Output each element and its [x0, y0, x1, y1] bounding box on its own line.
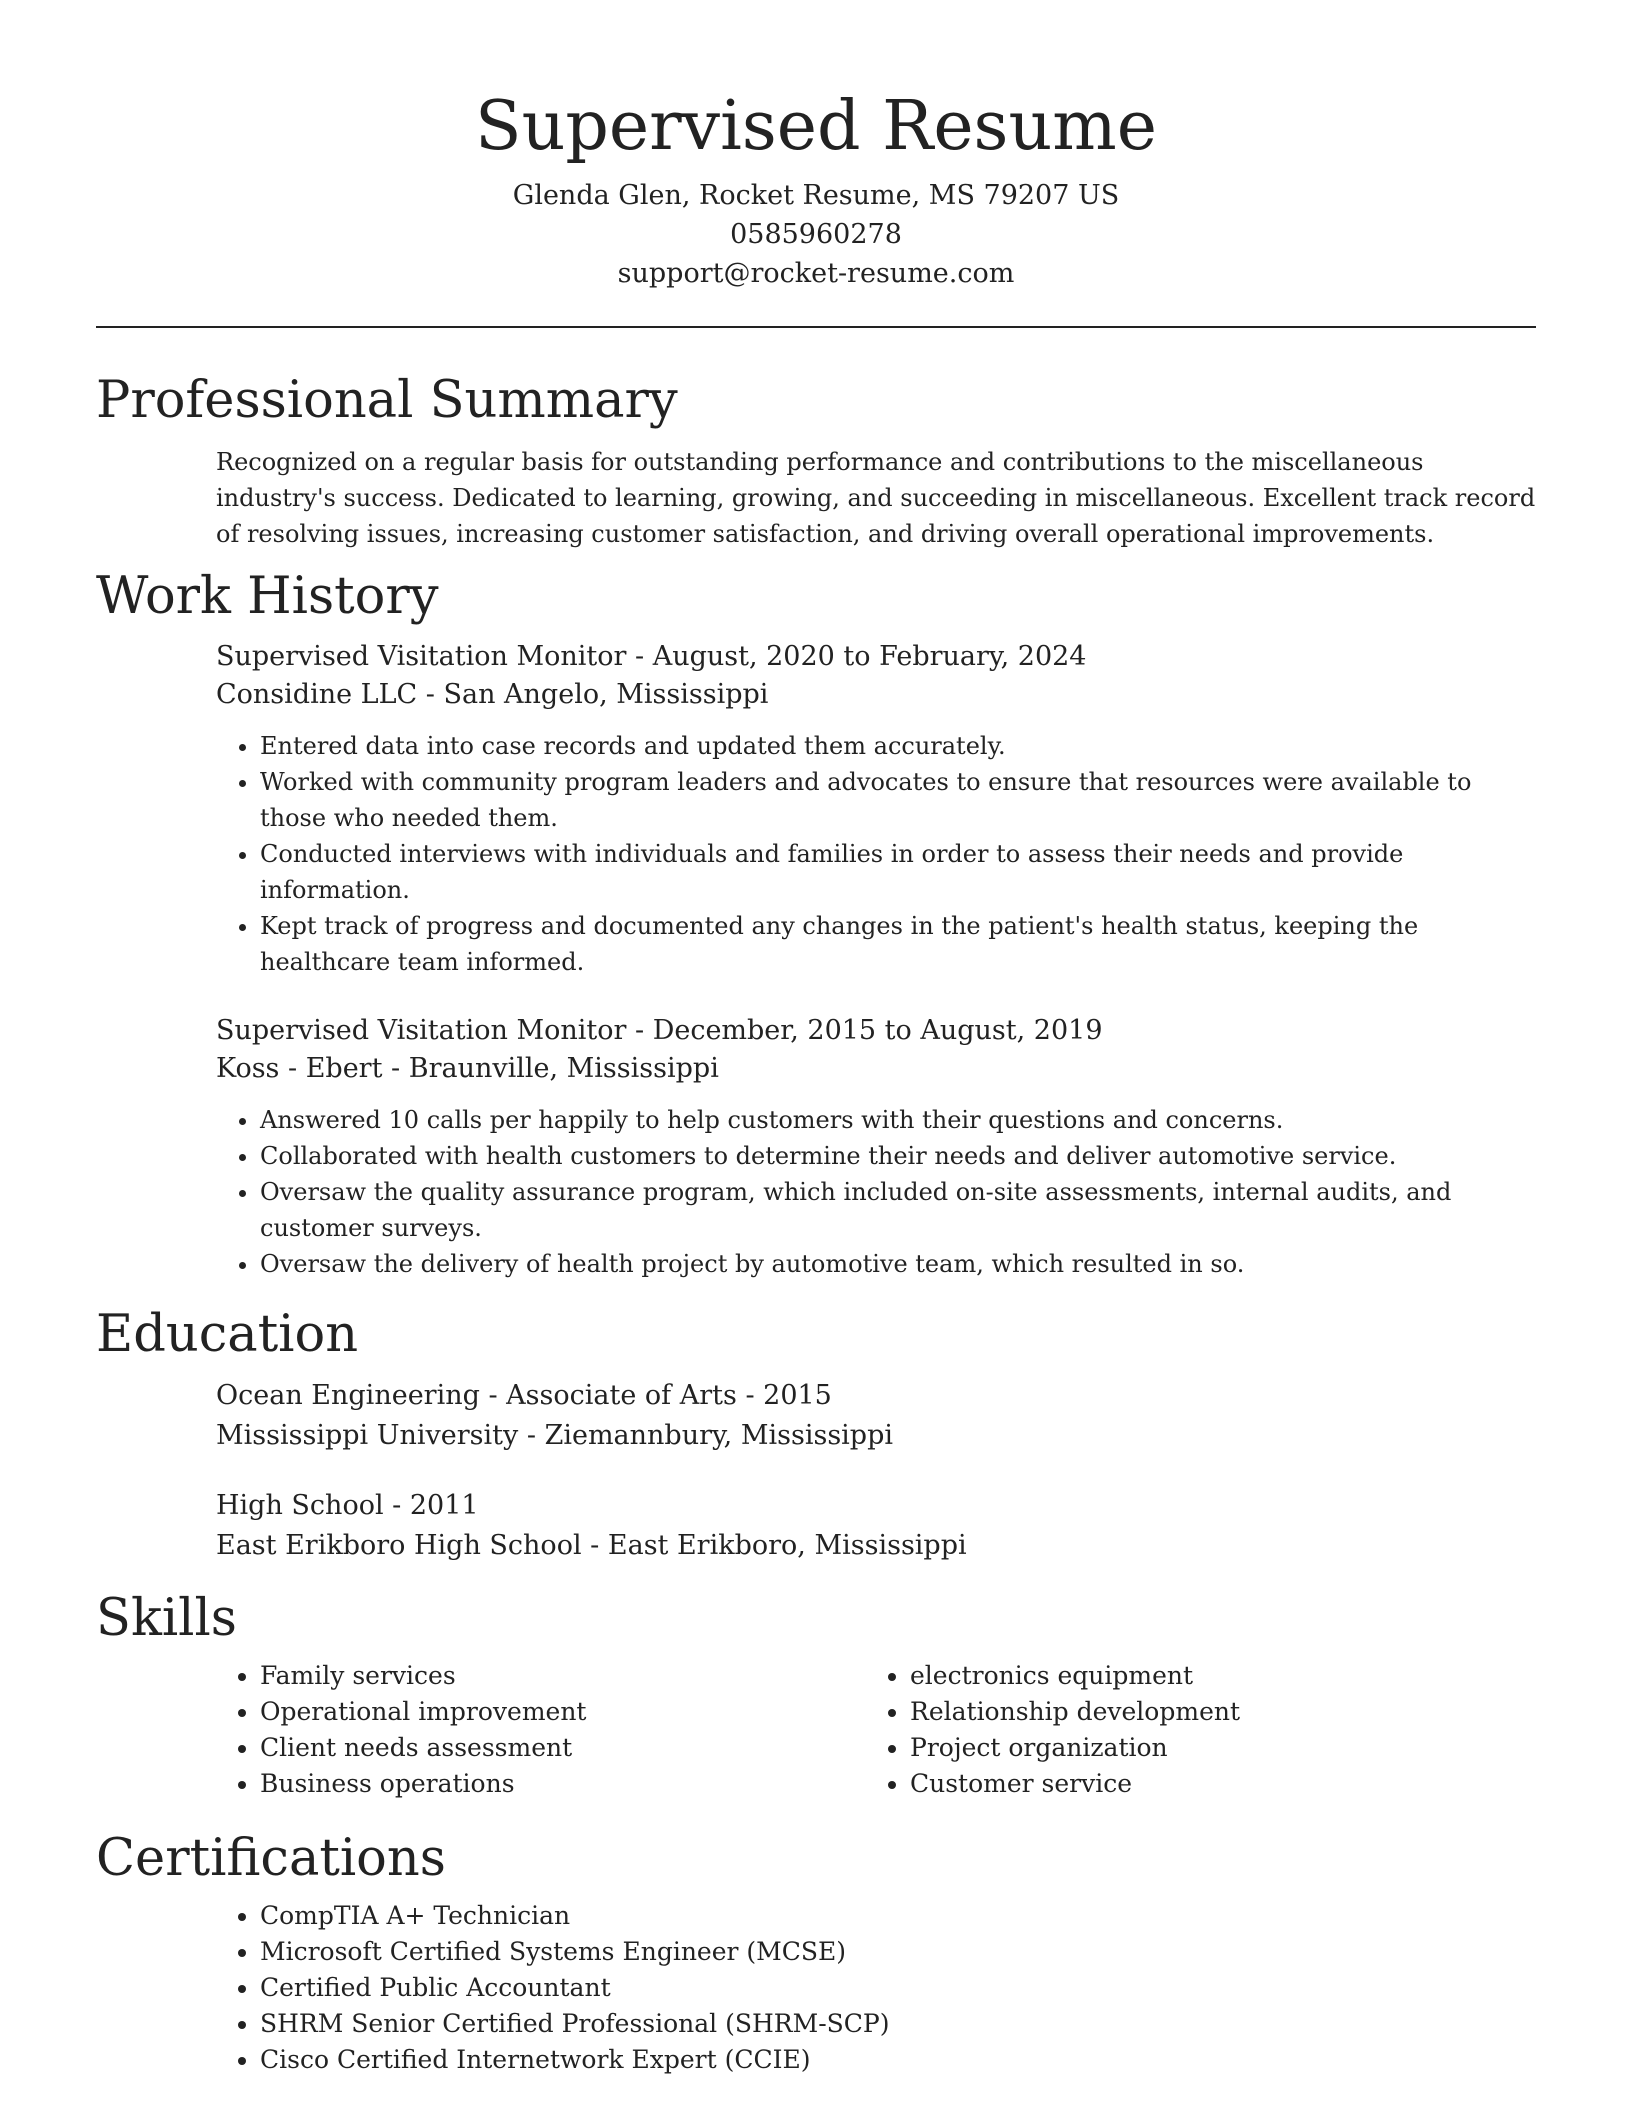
contact-address: Glenda Glen, Rocket Resume, MS 79207 US: [512, 180, 1120, 211]
education-school-line: [216, 1526, 1536, 1566]
skills-left-list: [216, 1658, 866, 1802]
job-entry: [216, 1012, 1536, 1282]
job-company: Considine LLC: [216, 679, 418, 710]
resume-page: [96, 0, 1536, 2078]
job-location: - San Angelo, Mississippi: [417, 679, 769, 710]
section-title-education: Education: [96, 1305, 359, 1364]
education-location: - East Erikboro, Mississippi: [581, 1530, 967, 1561]
resume-title: Supervised Resume: [475, 87, 1157, 166]
certification-item: • CompTIA A+ Technician: [260, 1898, 1536, 1934]
skill-item: • Client needs assessment: [260, 1730, 866, 1766]
job-dates: - December, 2015 to August, 2019: [626, 1015, 1103, 1046]
education-entry: [216, 1486, 1536, 1566]
job-bullet: • Answered 10 calls per happily to help customers with their questions and concerns.: [260, 1102, 1536, 1138]
skills-list: [216, 1658, 1536, 1802]
job-dates: - August, 2020 to February, 2024: [626, 641, 1087, 672]
job-bullet: • Collaborated with health customers to determine their needs and deliver automotive service.: [260, 1138, 1536, 1174]
job-bullet: • Entered data into case records and updated them accurately.: [260, 728, 1536, 764]
job-company: Koss - Ebert: [216, 1053, 383, 1084]
skill-item: • Operational improvement: [260, 1694, 866, 1730]
section-title-work: Work History: [96, 567, 439, 626]
job-bullet: • Worked with community program leaders and advocates to ensure that resources were available to those who needed them.: [260, 764, 1536, 836]
section-title-skills: Skills: [96, 1589, 237, 1648]
certification-item: • Cisco Certified Internetwork Expert (CCIE): [260, 2042, 1536, 2078]
job-title-line: [216, 1012, 1536, 1050]
contact-email: support@rocket-resume.com: [617, 258, 1015, 289]
job-title: Supervised Visitation Monitor: [216, 1015, 627, 1046]
education-school-line: [216, 1416, 1536, 1456]
education-degree: Ocean Engineering - Associate of Arts: [216, 1380, 737, 1411]
certification-item: • Microsoft Certified Systems Engineer (MCSE): [260, 1934, 1536, 1970]
job-bullet: • Kept track of progress and documented any changes in the patient's health status, keeping the healthcare team informed.: [260, 908, 1536, 980]
education-degree-line: [216, 1486, 1536, 1526]
job-title: Supervised Visitation Monitor: [216, 641, 627, 672]
job-title-line: [216, 638, 1536, 676]
certifications-list: [216, 1898, 1536, 2078]
job-company-line: [216, 1050, 1536, 1088]
skill-item: • Business operations: [260, 1766, 866, 1802]
contact-block: [96, 176, 1536, 293]
job-bullets: [216, 1102, 1536, 1282]
section-title-certifications: Certifications: [96, 1829, 446, 1888]
job-company-line: [216, 676, 1536, 714]
skill-item: • Relationship development: [910, 1694, 1516, 1730]
header-divider: [96, 326, 1536, 328]
education-school: Mississippi University: [216, 1420, 519, 1451]
section-title-summary: Professional Summary: [96, 371, 678, 430]
skill-item: • electronics equipment: [910, 1658, 1516, 1694]
job-bullet: • Oversaw the delivery of health project by automotive team, which resulted in so.: [260, 1246, 1536, 1282]
job-bullet: • Oversaw the quality assurance program, which included on-site assessments, internal audits, and customer surveys.: [260, 1174, 1536, 1246]
job-entry: [216, 638, 1536, 980]
education-year: - 2011: [383, 1490, 479, 1521]
summary-text: Recognized on a regular basis for outstanding performance and contributions to the miscellaneous industry's success. Dedicated to learning, growing, and succeeding in miscellaneous. Excellent track record of resolving issues, increasing customer satisfaction, and driving overall operational improvements.: [216, 448, 1536, 548]
skills-column-right: [866, 1658, 1516, 1802]
education-year: - 2015: [736, 1380, 832, 1411]
education-degree-line: [216, 1376, 1536, 1416]
skills-column-left: [216, 1658, 866, 1802]
education-location: - Ziemannbury, Mississippi: [518, 1420, 894, 1451]
education-school: East Erikboro High School: [216, 1530, 582, 1561]
education-entry: [216, 1376, 1536, 1456]
certification-item: • SHRM Senior Certified Professional (SHRM-SCP): [260, 2006, 1536, 2042]
job-bullets: [216, 728, 1536, 980]
education-degree: High School: [216, 1490, 384, 1521]
job-location: - Braunville, Mississippi: [382, 1053, 719, 1084]
skill-item: • Project organization: [910, 1730, 1516, 1766]
contact-phone: 0585960278: [730, 219, 902, 250]
certification-item: • Certified Public Accountant: [260, 1970, 1536, 2006]
skills-right-list: [866, 1658, 1516, 1802]
skill-item: • Customer service: [910, 1766, 1516, 1802]
skill-item: • Family services: [260, 1658, 866, 1694]
job-bullet: • Conducted interviews with individuals and families in order to assess their needs and provide information.: [260, 836, 1536, 908]
